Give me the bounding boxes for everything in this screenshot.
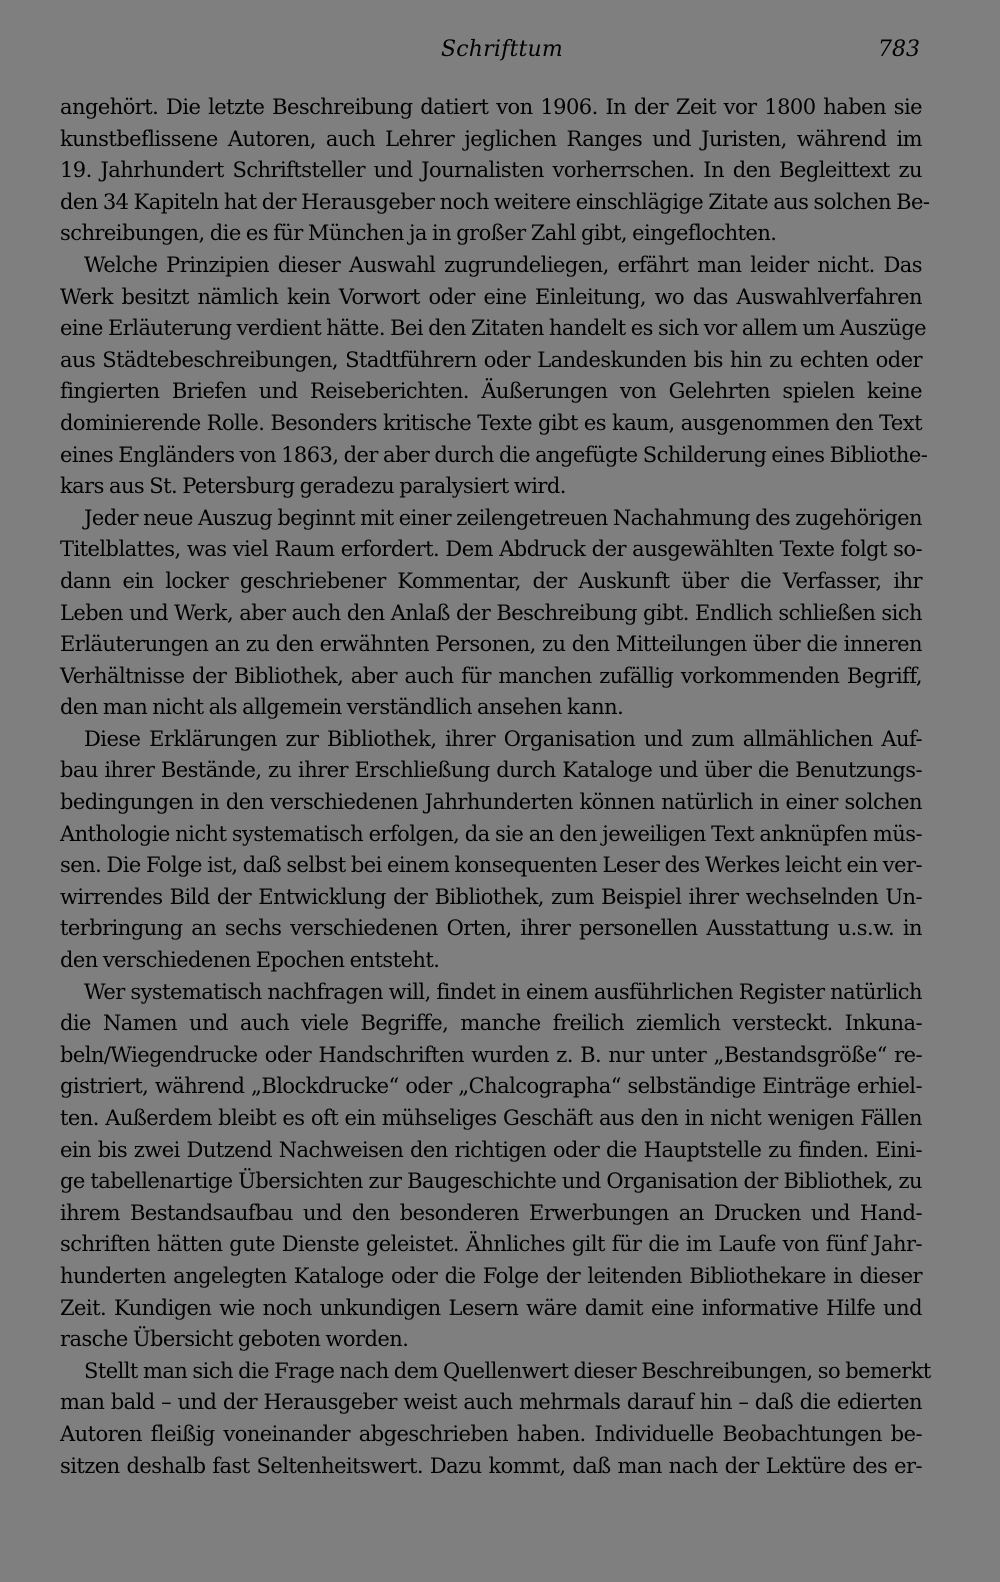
- text-line: ihrem Bestandsaufbau und den besonderen Erwerbungen an Drucken und Hand-: [60, 1200, 922, 1225]
- text-line: dominierende Rolle. Besonders kritische Texte gibt es kaum, ausgenommen den Text: [60, 410, 922, 435]
- page-number: 783: [878, 37, 920, 62]
- paragraph: [60, 1356, 931, 1482]
- text-line: sitzen deshalb fast Seltenheitswert. Dazu kommt, daß man nach der Lektüre des er-: [60, 1453, 922, 1478]
- text-line: sen. Die Folge ist, daß selbst bei einem konsequenten Leser des Werkes leicht ein ver-: [60, 853, 922, 878]
- text-line: aus Städtebeschreibungen, Stadtführern oder Landeskunden bis hin zu echten oder: [60, 347, 922, 372]
- text-line: eines Engländers von 1863, der aber durch die angefügte Schilderung eines Bibliothe-: [60, 442, 928, 467]
- text-line: schreibungen, die es für München ja in großer Zahl gibt, eingeflochten.: [60, 221, 777, 246]
- text-line: Welche Prinzipien dieser Auswahl zugrundeliegen, erfährt man leider nicht. Das: [84, 252, 922, 277]
- text-line: ein bis zwei Dutzend Nachweisen den richtigen oder die Hauptstelle zu finden. Eini-: [60, 1137, 922, 1162]
- text-line: Werk besitzt nämlich kein Vorwort oder eine Einleitung, wo das Auswahlverfahren: [60, 284, 922, 309]
- text-line: ten. Außerdem bleibt es oft ein mühseliges Geschäft aus den in nicht wenigen Fällen: [60, 1106, 922, 1130]
- paragraph: [60, 977, 922, 1356]
- text-line: kars aus St. Petersburg geradezu paralysiert wird.: [60, 474, 566, 499]
- text-line: man bald – und der Herausgeber weist auch mehrmals darauf hin – daß die edierten: [60, 1390, 922, 1415]
- text-line: gistriert, während „Blockdrucke“ oder „Chalcographa“ selbständige Einträge erhiel-: [60, 1074, 922, 1099]
- paragraph: [60, 250, 928, 503]
- text-line: Jeder neue Auszug beginnt mit einer zeilengetreuen Nachahmung des zugehörigen: [84, 505, 922, 530]
- text-line: kunstbeflissene Autoren, auch Lehrer jeglichen Ranges und Juristen, während im: [60, 126, 922, 151]
- text-line: beln/Wiegendrucke oder Handschriften wurden z. B. nur unter „Bestandsgröße“ re-: [60, 1042, 922, 1067]
- body-text: [60, 92, 931, 1482]
- text-line: den verschiedenen Epochen entsteht.: [60, 948, 440, 973]
- text-line: rasche Übersicht geboten worden.: [60, 1327, 409, 1352]
- text-line: fingierten Briefen und Reiseberichten. Äußerungen von Gelehrten spielen keine: [60, 379, 922, 404]
- text-line: Autoren fleißig voneinander abgeschrieben haben. Individuelle Beobachtungen be-: [60, 1421, 922, 1446]
- text-line: wirrendes Bild der Entwicklung der Bibliothek, zum Beispiel ihrer wechselnden Un-: [60, 884, 922, 909]
- text-line: den man nicht als allgemein verständlich ansehen kann.: [60, 695, 624, 720]
- text-line: terbringung an sechs verschiedenen Orten, ihrer personellen Ausstattung u.s.w. in: [60, 916, 922, 941]
- text-line: Titelblattes, was viel Raum erfordert. Dem Abdruck der ausgewählten Texte folgt so-: [60, 537, 922, 562]
- text-line: ge tabellenartige Übersichten zur Baugeschichte und Organisation der Bibliothek, zu: [60, 1169, 922, 1194]
- text-line: Anthologie nicht systematisch erfolgen, da sie an den jeweiligen Text anknüpfen müs-: [60, 821, 922, 846]
- text-line: schriften hätten gute Dienste geleistet. Ähnliches gilt für die im Laufe von fünf Jahr-: [60, 1232, 922, 1257]
- paragraph: [60, 92, 930, 250]
- text-line: 19. Jahrhundert Schriftsteller und Journalisten vorherrschen. In den Begleittext zu: [60, 158, 922, 183]
- paragraph: [60, 724, 922, 977]
- text-line: Wer systematisch nachfragen will, findet in einem ausführlichen Register natürlich: [84, 979, 922, 1004]
- text-line: die Namen und auch viele Begriffe, manche freilich ziemlich versteckt. Inkuna-: [60, 1011, 922, 1036]
- text-line: Leben und Werk, aber auch den Anlaß der Beschreibung gibt. Endlich schließen sich: [60, 600, 922, 625]
- text-line: hunderten angelegten Kataloge oder die Folge der leitenden Bibliothekare in dieser: [60, 1263, 922, 1288]
- running-title: Schrifttum: [441, 37, 563, 62]
- paragraph: [60, 503, 922, 724]
- text-line: bau ihrer Bestände, zu ihrer Erschließung durch Kataloge und über die Benutzungs-: [60, 758, 922, 783]
- text-line: Diese Erklärungen zur Bibliothek, ihrer Organisation und zum allmählichen Auf-: [84, 726, 922, 751]
- text-line: Zeit. Kundigen wie noch unkundigen Lesern wäre damit eine informative Hilfe und: [60, 1295, 922, 1320]
- text-line: Erläuterungen an zu den erwähnten Personen, zu den Mitteilungen über die inneren: [60, 632, 922, 657]
- text-line: dann ein locker geschriebener Kommentar, der Auskunft über die Verfasser, ihr: [60, 568, 922, 593]
- text-line: bedingungen in den verschiedenen Jahrhunderten können natürlich in einer solchen: [60, 790, 922, 815]
- text-line: Verhältnisse der Bibliothek, aber auch für manchen zufällig vorkommenden Begriff,: [60, 663, 922, 688]
- text-line: eine Erläuterung verdient hätte. Bei den Zitaten handelt es sich vor allem um Auszüge: [60, 316, 926, 341]
- text-line: angehört. Die letzte Beschreibung datiert von 1906. In der Zeit vor 1800 haben sie: [60, 95, 922, 119]
- text-line: den 34 Kapiteln hat der Herausgeber noch weitere einschlägige Zitate aus solchen Be-: [60, 189, 930, 214]
- text-line: Stellt man sich die Frage nach dem Quellenwert dieser Beschreibungen, so bemerkt: [84, 1358, 931, 1383]
